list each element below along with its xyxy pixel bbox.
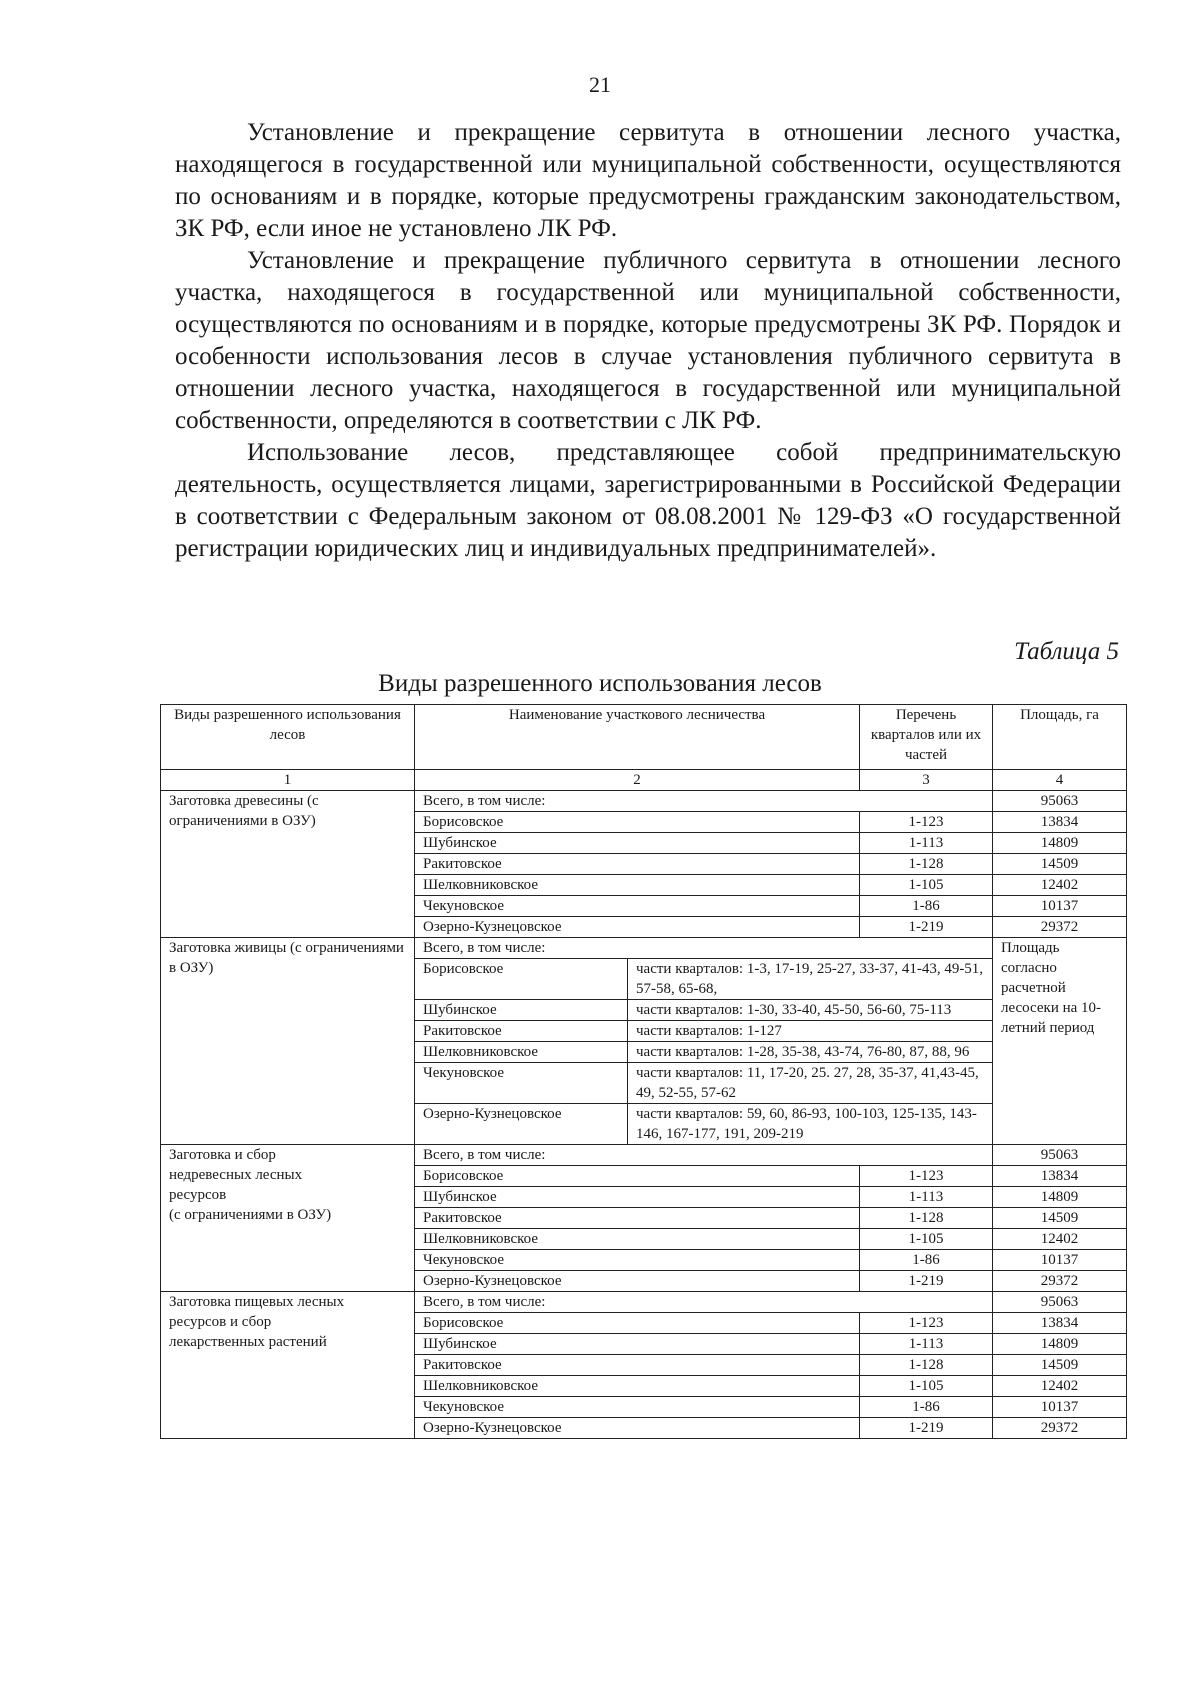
area-cell: 95063 [993, 791, 1127, 812]
forestry-name: Ракитовское [415, 1355, 860, 1376]
column-number: 4 [993, 770, 1127, 791]
forestry-name: Чекуновское [415, 1063, 628, 1104]
header-quarters: Перечень кварталов или их частей [860, 705, 993, 770]
forestry-name: Шелковниковское [415, 1229, 860, 1250]
total-label: Всего, в том числе: [415, 1145, 993, 1166]
column-number: 2 [415, 770, 860, 791]
quarters-cell: части кварталов: 1-127 [628, 1021, 993, 1042]
quarters-cell: 1-128 [860, 1208, 993, 1229]
quarters-cell: части кварталов: 1-28, 35-38, 43-74, 76-80, 87, 88, 96 [628, 1042, 993, 1063]
area-cell: 29372 [993, 917, 1127, 938]
use-kind-line: Заготовка и сбор [169, 1147, 276, 1163]
use-kind-cell: Заготовка живицы (с ограничениями в ОЗУ) [161, 938, 415, 1145]
table-title: Виды разрешенного использования лесов [378, 670, 822, 697]
quarters-cell: 1-86 [860, 896, 993, 917]
body-text [175, 117, 1121, 565]
forestry-name: Шубинское [415, 1000, 628, 1021]
quarters-cell: 1-113 [860, 1334, 993, 1355]
forestry-name: Ракитовское [415, 854, 860, 875]
area-note: Площадь согласно расчетной лесосеки на 10-летний период [993, 938, 1127, 1145]
forestry-name: Шелковниковское [415, 1376, 860, 1397]
use-kind-cell: Заготовка древесины (с ограничениями в ОЗУ) [161, 791, 415, 938]
paragraph-business-use: Использование лесов, представляющее собой предпринимательскую деятельность, осуществляется лицами, зарегистрированными в Российской Федерации в соответствии с Федеральным законом от 08.08.2001 № 129-ФЗ «О государственной регистрации юридических лиц и индивидуальных предпринимателей». [175, 439, 1121, 562]
quarters-cell: 1-113 [860, 833, 993, 854]
forestry-name: Ракитовское [415, 1021, 628, 1042]
area-cell: 14809 [993, 1187, 1127, 1208]
use-kind-line: ресурсов и сбор [169, 1314, 272, 1330]
area-cell: 29372 [993, 1271, 1127, 1292]
forestry-name: Борисовское [415, 1166, 860, 1187]
table-label: Таблица 5 [1014, 638, 1119, 665]
quarters-cell: 1-123 [860, 1313, 993, 1334]
forestry-name: Шелковниковское [415, 875, 860, 896]
forestry-name: Чекуновское [415, 1397, 860, 1418]
forestry-name: Чекуновское [415, 1250, 860, 1271]
forestry-name: Шелковниковское [415, 1042, 628, 1063]
quarters-cell: 1-123 [860, 812, 993, 833]
area-cell: 13834 [993, 1166, 1127, 1187]
quarters-cell: 1-105 [860, 1229, 993, 1250]
quarters-cell: 1-128 [860, 854, 993, 875]
forest-use-table [160, 704, 1127, 1439]
column-numbers-row [161, 770, 1127, 791]
area-cell: 14509 [993, 1355, 1127, 1376]
forestry-name: Шубинское [415, 1187, 860, 1208]
column-number: 1 [161, 770, 415, 791]
forestry-name: Озерно-Кузнецовское [415, 1104, 628, 1145]
quarters-cell: 1-219 [860, 1271, 993, 1292]
area-cell: 12402 [993, 875, 1127, 896]
quarters-cell: 1-86 [860, 1397, 993, 1418]
area-cell: 14509 [993, 854, 1127, 875]
total-label: Всего, в том числе: [415, 791, 993, 812]
quarters-cell: части кварталов: 1-30, 33-40, 45-50, 56-60, 75-113 [628, 1000, 993, 1021]
area-cell: 14809 [993, 833, 1127, 854]
use-kind-cell [161, 1292, 415, 1439]
forestry-name: Озерно-Кузнецовское [415, 1418, 860, 1439]
area-cell: 95063 [993, 1145, 1127, 1166]
forestry-name: Озерно-Кузнецовское [415, 1271, 860, 1292]
use-kind-cell [161, 1145, 415, 1292]
area-cell: 29372 [993, 1418, 1127, 1439]
area-cell: 14509 [993, 1208, 1127, 1229]
table-row [161, 1292, 1127, 1313]
paragraph-public-servitude: Установление и прекращение публичного сервитута в отношении лесного участка, находящегося в государственной или муниципальной собственности, осуществляются по основаниям и в порядке, которые предусмотрены ЗК РФ. Порядок и особенности использования лесов в случае установления публичного сервитута в отношении лесного участка, находящегося в государственной или муниципальной собственности, определяются в соответствии с ЛК РФ. [175, 247, 1121, 434]
total-label: Всего, в том числе: [415, 1292, 993, 1313]
quarters-cell: 1-123 [860, 1166, 993, 1187]
forestry-name: Чекуновское [415, 896, 860, 917]
forestry-name: Шубинское [415, 833, 860, 854]
table-row [161, 938, 1127, 959]
area-cell: 10137 [993, 1250, 1127, 1271]
forestry-name: Борисовское [415, 959, 628, 1000]
forestry-name: Шубинское [415, 1334, 860, 1355]
quarters-cell: части кварталов: 59, 60, 86-93, 100-103, 125-135, 143-146, 167-177, 191, 209-219 [628, 1104, 993, 1145]
header-area: Площадь, га [993, 705, 1127, 770]
table-row [161, 791, 1127, 812]
area-cell: 95063 [993, 1292, 1127, 1313]
use-kind-line: (с ограничениями в ОЗУ) [169, 1207, 332, 1223]
quarters-cell: 1-113 [860, 1187, 993, 1208]
use-kind-line: Заготовка пищевых лесных [169, 1294, 345, 1310]
area-cell: 10137 [993, 896, 1127, 917]
area-cell: 12402 [993, 1376, 1127, 1397]
use-kind-line: ресурсов [169, 1187, 227, 1203]
area-cell: 12402 [993, 1229, 1127, 1250]
quarters-cell: части кварталов: 11, 17-20, 25. 27, 28, 35-37, 41,43-45, 49, 52-55, 57-62 [628, 1063, 993, 1104]
header-row [161, 705, 1127, 770]
column-number: 3 [860, 770, 993, 791]
table-row [161, 1145, 1127, 1166]
area-cell: 13834 [993, 812, 1127, 833]
forestry-name: Борисовское [415, 1313, 860, 1334]
use-kind-line: лекарственных растений [169, 1334, 327, 1350]
area-cell: 13834 [993, 1313, 1127, 1334]
paragraph-servitude: Установление и прекращение сервитута в отношении лесного участка, находящегося в государственной или муниципальной собственности, осуществляются по основаниям и в порядке, которые предусмотрены гражданским законодательством, ЗК РФ, если иное не установлено ЛК РФ. [175, 119, 1121, 242]
area-cell: 10137 [993, 1397, 1127, 1418]
forestry-name: Озерно-Кузнецовское [415, 917, 860, 938]
header-forestry: Наименование участкового лесничества [415, 705, 860, 770]
forestry-name: Борисовское [415, 812, 860, 833]
forestry-name: Ракитовское [415, 1208, 860, 1229]
use-kind-line: недревесных лесных [169, 1167, 303, 1183]
header-kind: Виды разрешенного использования лесов [161, 705, 415, 770]
quarters-cell: 1-219 [860, 917, 993, 938]
quarters-cell: 1-128 [860, 1355, 993, 1376]
quarters-cell: 1-219 [860, 1418, 993, 1439]
quarters-cell: 1-105 [860, 1376, 993, 1397]
area-cell: 14809 [993, 1334, 1127, 1355]
total-label: Всего, в том числе: [415, 938, 993, 959]
quarters-cell: части кварталов: 1-3, 17-19, 25-27, 33-37, 41-43, 49-51, 57-58, 65-68, [628, 959, 993, 1000]
page-number: 21 [589, 72, 611, 97]
quarters-cell: 1-86 [860, 1250, 993, 1271]
quarters-cell: 1-105 [860, 875, 993, 896]
